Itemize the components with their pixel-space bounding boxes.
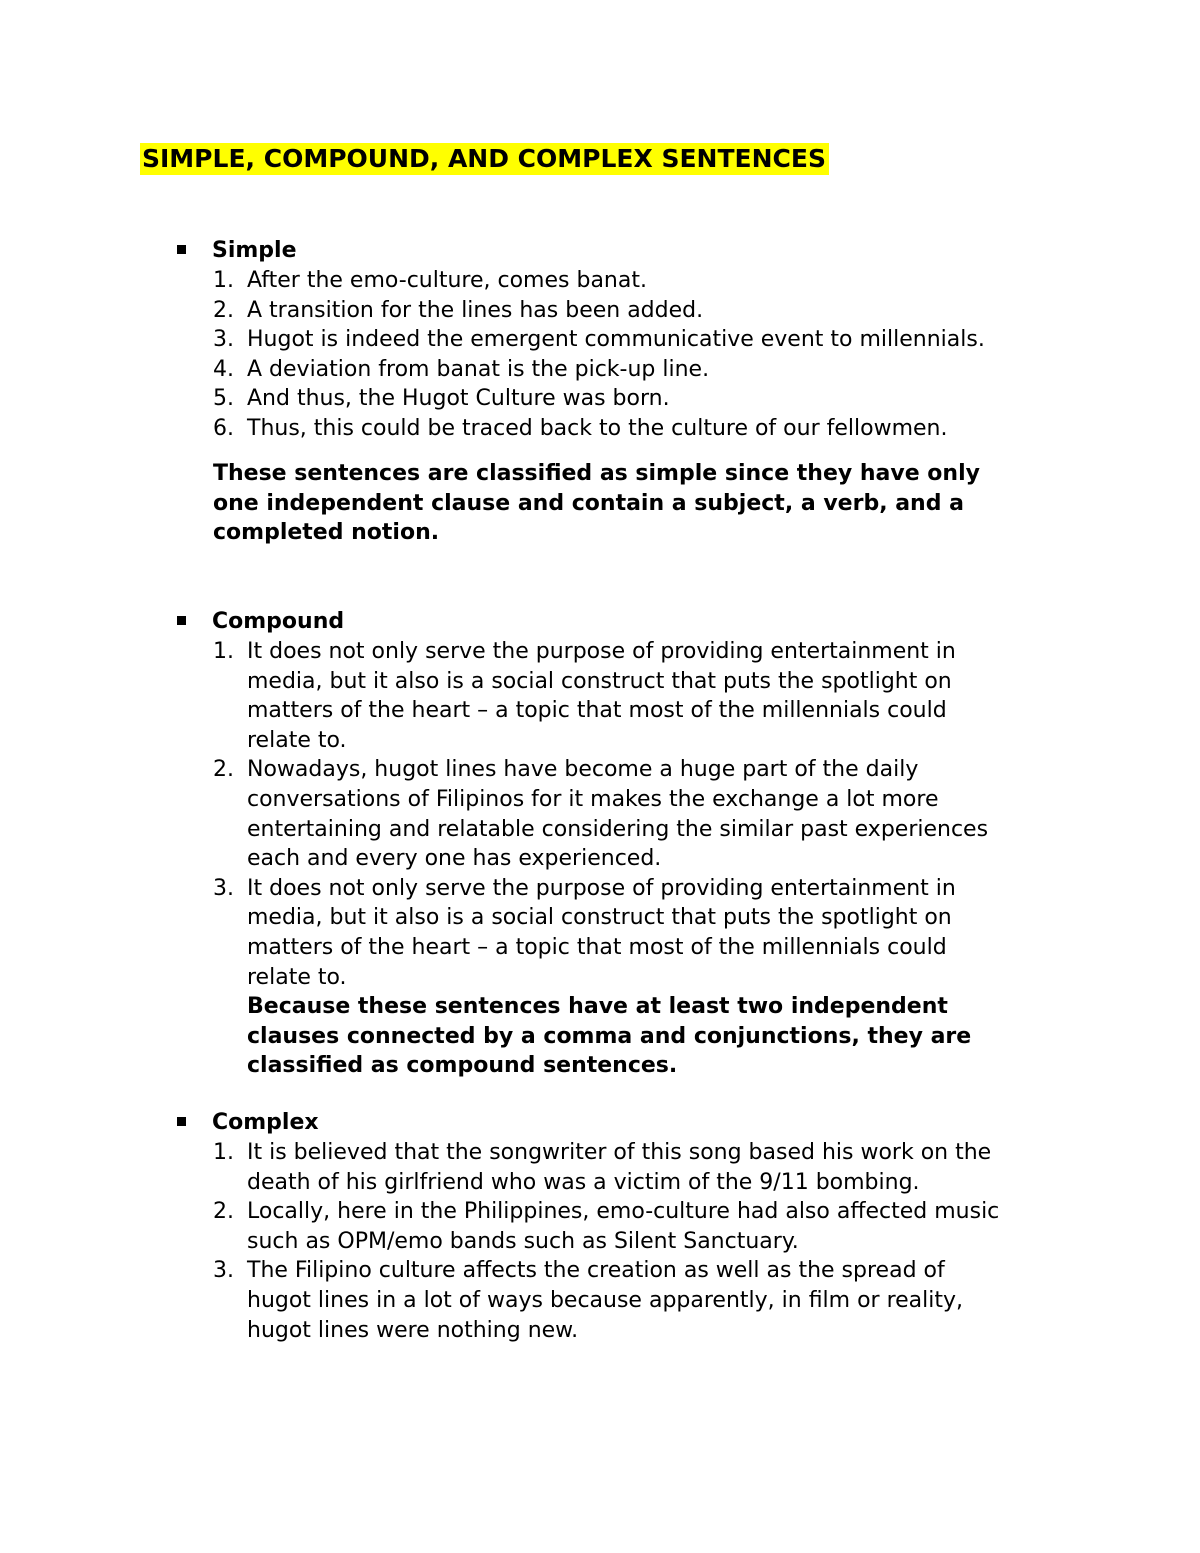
list-item-text: After the emo-culture, comes banat.: [247, 268, 647, 293]
list-item: [213, 755, 988, 873]
section-summary-simple: [213, 459, 980, 548]
list-item: [213, 384, 670, 414]
list-item-text: hugot lines in a lot of ways because apparently, in film or reality,: [247, 1287, 964, 1313]
section-heading-compound: [177, 607, 344, 637]
section-heading-complex: [177, 1108, 319, 1138]
list-item-number: 1.: [213, 1140, 234, 1165]
list-item-number: 2.: [213, 1199, 234, 1225]
list-item-text: conversations of Filipinos for it makes the exchange a lot more: [247, 786, 939, 812]
list-item-text: It does not only serve the purpose of providing entertainment in: [247, 639, 956, 664]
list-item: [213, 637, 956, 755]
list-item: [213, 266, 647, 296]
list-item-text: And thus, the Hugot Culture was born.: [247, 386, 670, 412]
list-item-number: 3.: [213, 875, 234, 901]
list-item-text: matters of the heart – a topic that most of the millennials could: [247, 934, 947, 960]
section-heading-label: Compound: [212, 609, 345, 634]
list-item-text: relate to.: [247, 727, 347, 753]
summary-line: classified as compound sentences.: [247, 1053, 678, 1079]
list-item-text: A transition for the lines has been added.: [247, 297, 704, 323]
list-item-text: Thus, this could be traced back to the culture of our fellowmen.: [247, 416, 948, 441]
section-heading-simple: [177, 236, 297, 266]
square-bullet-icon: [177, 1117, 186, 1126]
list-item-text: death of his girlfriend who was a victim of the 9/11 bombing.: [247, 1169, 920, 1195]
list-item-text: media, but it also is a social construct that puts the spotlight on: [247, 668, 952, 694]
square-bullet-icon: [177, 616, 186, 625]
document-title: SIMPLE, COMPOUND, AND COMPLEX SENTENCES: [140, 143, 829, 175]
list-item-number: 2.: [213, 757, 234, 783]
list-item: [213, 296, 703, 326]
list-item-number: 5.: [213, 386, 234, 412]
list-item: [213, 874, 956, 992]
list-item-number: 3.: [213, 1258, 234, 1284]
summary-line: Because these sentences have at least two independent: [247, 994, 948, 1019]
list-item-text: each and every one has experienced.: [247, 846, 662, 872]
list-item-text: Hugot is indeed the emergent communicative event to millennials.: [247, 327, 985, 353]
list-item-text: matters of the heart – a topic that most of the millennials could: [247, 698, 947, 724]
section-summary-compound: [247, 992, 971, 1081]
list-item: [213, 1138, 991, 1197]
list-item-number: 4.: [213, 356, 234, 382]
summary-line: completed notion.: [213, 520, 440, 546]
list-item-text: media, but it also is a social construct that puts the spotlight on: [247, 905, 952, 931]
summary-line: one independent clause and contain a subject, a verb, and a: [213, 490, 964, 516]
list-item-text: It is believed that the songwriter of this song based his work on the: [247, 1140, 992, 1165]
list-item-text: Nowadays, hugot lines have become a huge part of the daily: [247, 757, 919, 783]
list-item-number: 1.: [213, 268, 234, 293]
list-item: [213, 355, 709, 385]
list-item-number: 6.: [213, 416, 234, 441]
summary-line: clauses connected by a comma and conjunctions, they are: [247, 1023, 972, 1049]
summary-line: These sentences are classified as simple since they have only: [213, 461, 980, 486]
list-item-text: relate to.: [247, 964, 347, 990]
list-item-text: entertaining and relatable considering the similar past experiences: [247, 816, 989, 842]
list-item-number: 3.: [213, 327, 234, 353]
list-item-number: 2.: [213, 297, 234, 323]
list-item-text: It does not only serve the purpose of providing entertainment in: [247, 875, 956, 901]
list-item-text: The Filipino culture affects the creation as well as the spread of: [247, 1258, 945, 1284]
list-item: [213, 325, 985, 355]
list-item: [213, 1256, 963, 1345]
square-bullet-icon: [177, 245, 186, 254]
list-item-text: hugot lines were nothing new.: [247, 1317, 579, 1343]
section-heading-label: Simple: [212, 238, 297, 263]
section-heading-label: Complex: [212, 1110, 319, 1135]
list-item: [213, 1197, 999, 1256]
list-item-text: A deviation from banat is the pick-up line.: [247, 356, 710, 382]
list-item-number: 1.: [213, 639, 234, 664]
list-item: [213, 414, 947, 444]
list-item-text: such as OPM/emo bands such as Silent Sanctuary.: [247, 1228, 799, 1254]
list-item-text: Locally, here in the Philippines, emo-culture had also affected music: [247, 1199, 1000, 1225]
